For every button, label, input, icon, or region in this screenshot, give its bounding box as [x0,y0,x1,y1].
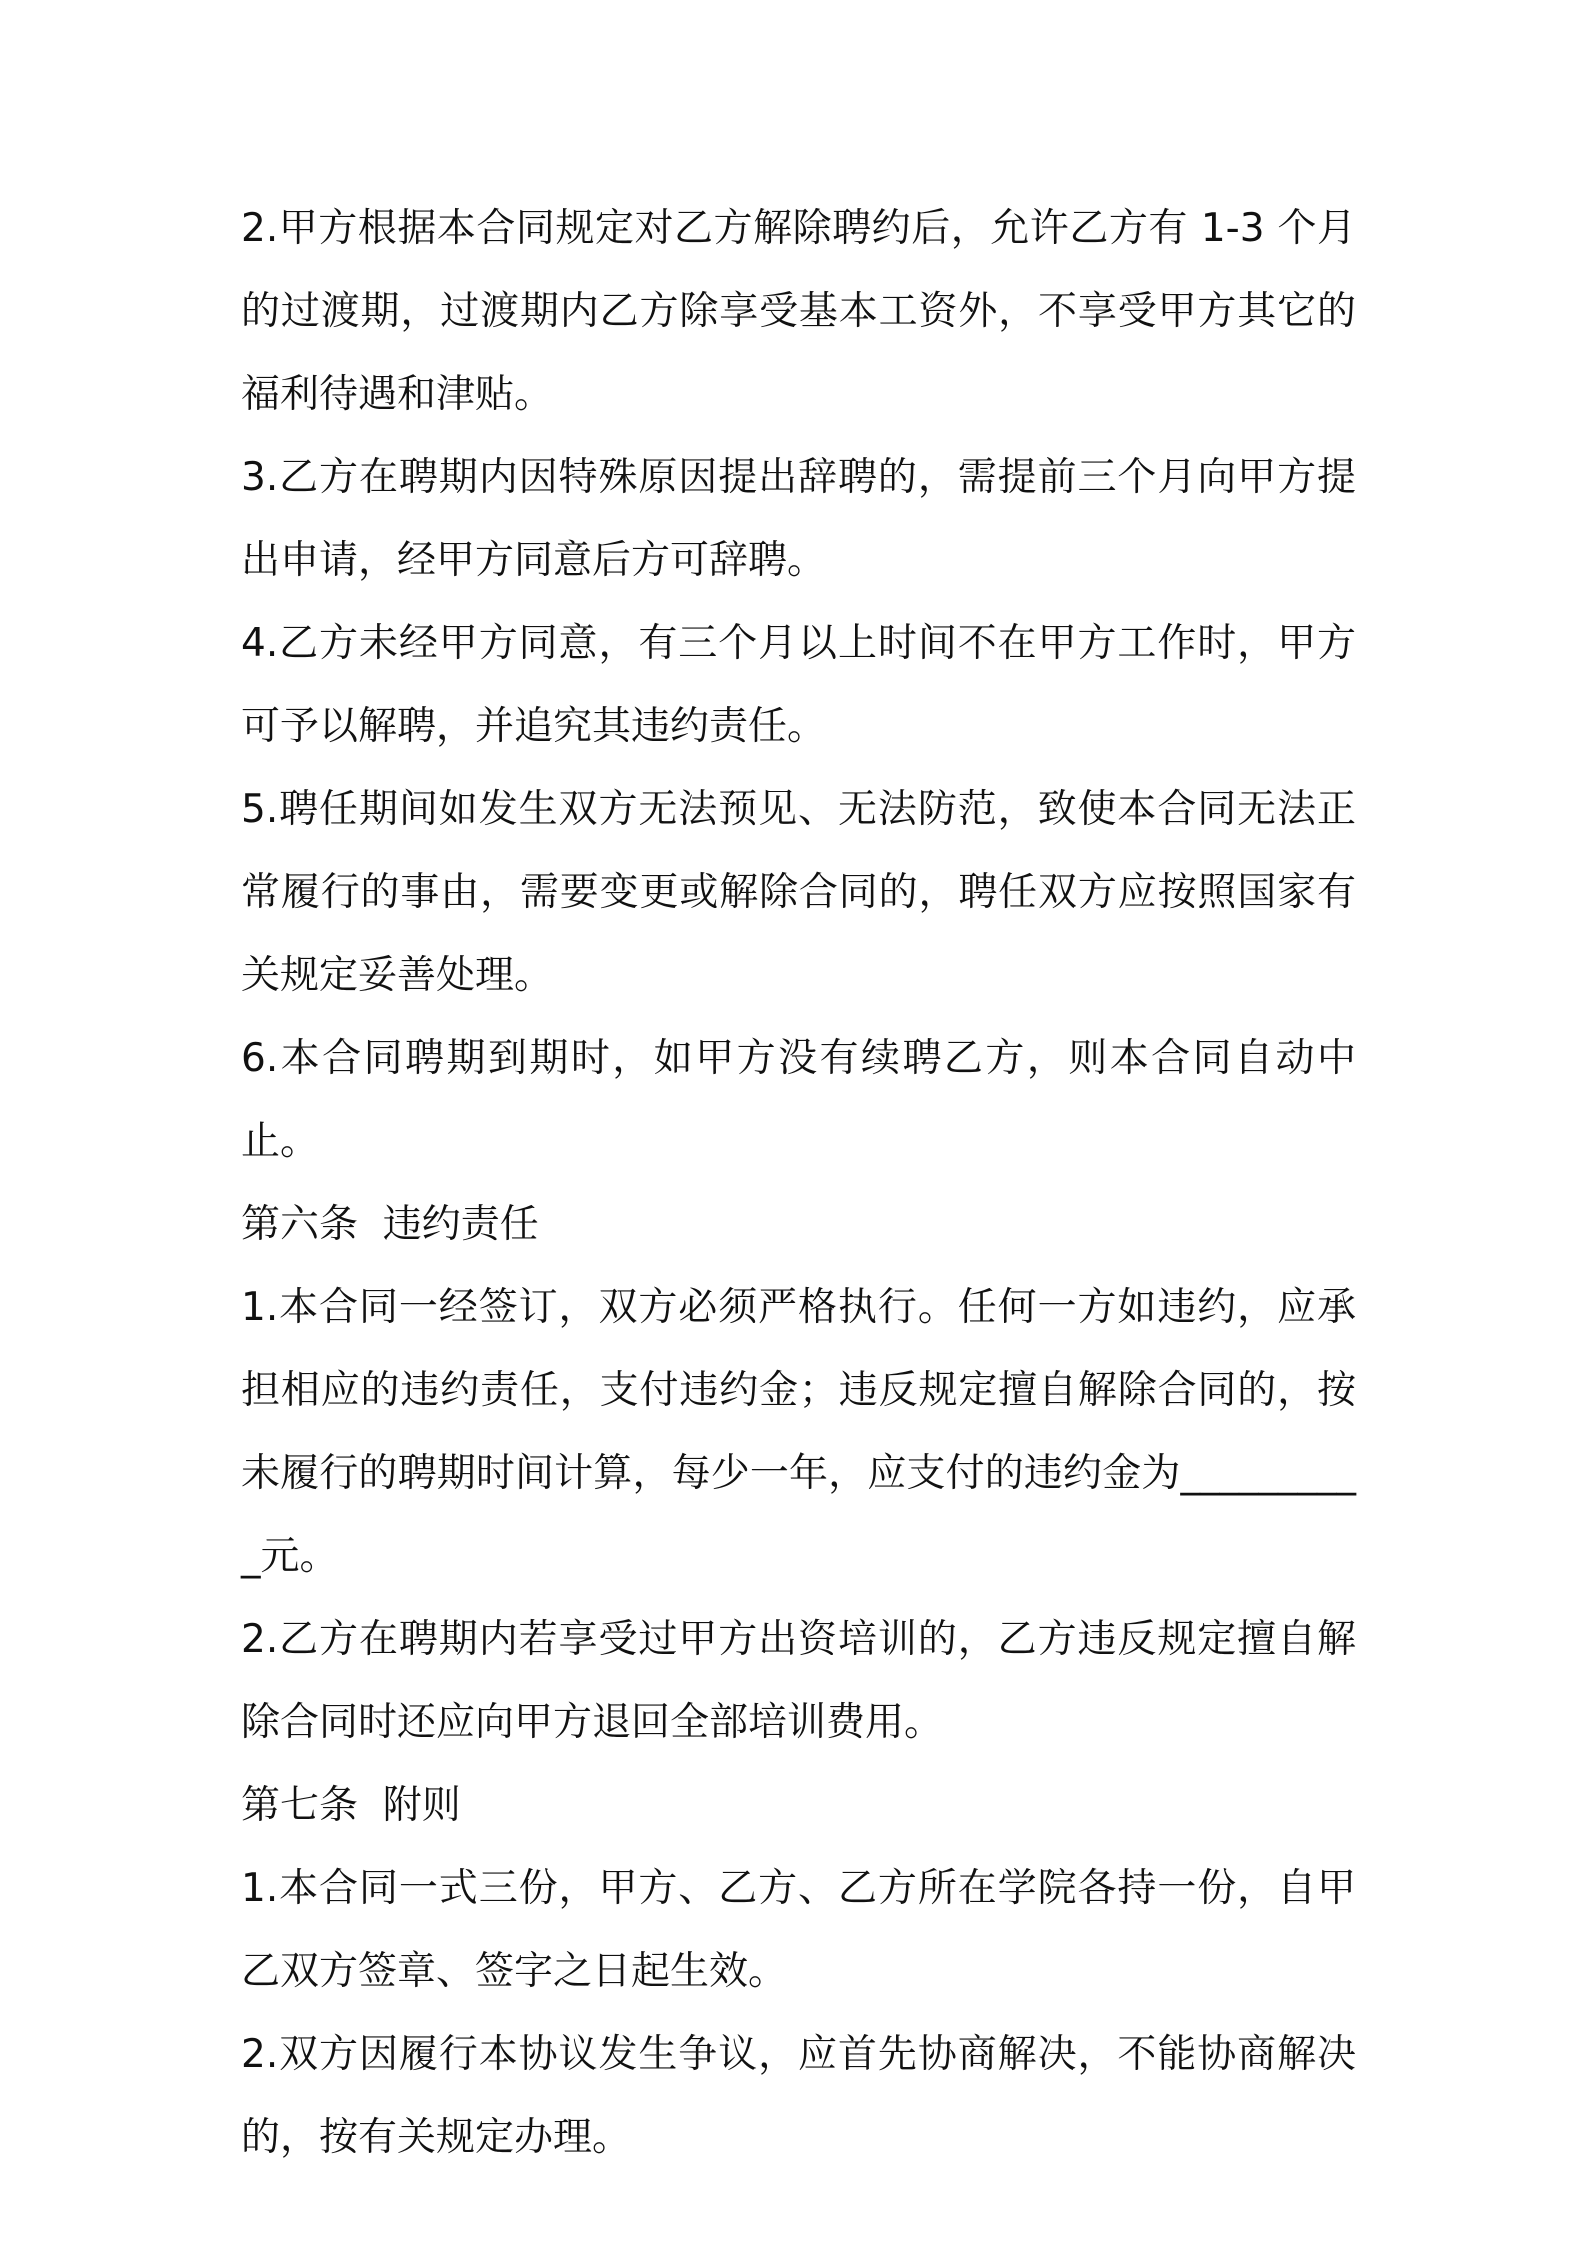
clause-paragraph: 1.本合同一经签订，双方必须严格执行。任何一方如违约，应承担相应的违约责任，支付违约金；违反规定擅自解除合同的，按未履行的聘期时间计算，每少一年，应支付的违约金为__________元。 [241,1285,1356,1579]
clause-paragraph: 2.双方因履行本协议发生争议，应首先协商解决，不能协商解决的，按有关规定办理。 [241,2032,1356,2160]
clause-paragraph: 5.聘任期间如发生双方无法预见、无法防范，致使本合同无法正常履行的事由，需要变更或解除合同的，聘任双方应按照国家有关规定妥善处理。 [241,787,1356,998]
article-heading: 第六条 违约责任 [241,1202,539,1247]
clause-paragraph: 3.乙方在聘期内因特殊原因提出辞聘的，需提前三个月向甲方提出申请，经甲方同意后方可辞聘。 [241,455,1356,583]
clause-paragraph: 2.乙方在聘期内若享受过甲方出资培训的，乙方违反规定擅自解除合同时还应向甲方退回全部培训费用。 [241,1617,1356,1745]
clause-paragraph: 1.本合同一式三份，甲方、乙方、乙方所在学院各持一份，自甲乙双方签章、签字之日起生效。 [241,1866,1356,1994]
clause-paragraph: 2.甲方根据本合同规定对乙方解除聘约后，允许乙方有 1-3 个月的过渡期，过渡期内乙方除享受基本工资外，不享受甲方其它的福利待遇和津贴。 [241,206,1356,417]
article-heading: 第七条 附则 [241,1783,461,1828]
clause-paragraph: 4.乙方未经甲方同意，有三个月以上时间不在甲方工作时，甲方可予以解聘，并追究其违约责任。 [241,621,1356,749]
document-body [241,187,1356,2179]
clause-paragraph: 6.本合同聘期到期时，如甲方没有续聘乙方，则本合同自动中止。 [241,1036,1356,1164]
